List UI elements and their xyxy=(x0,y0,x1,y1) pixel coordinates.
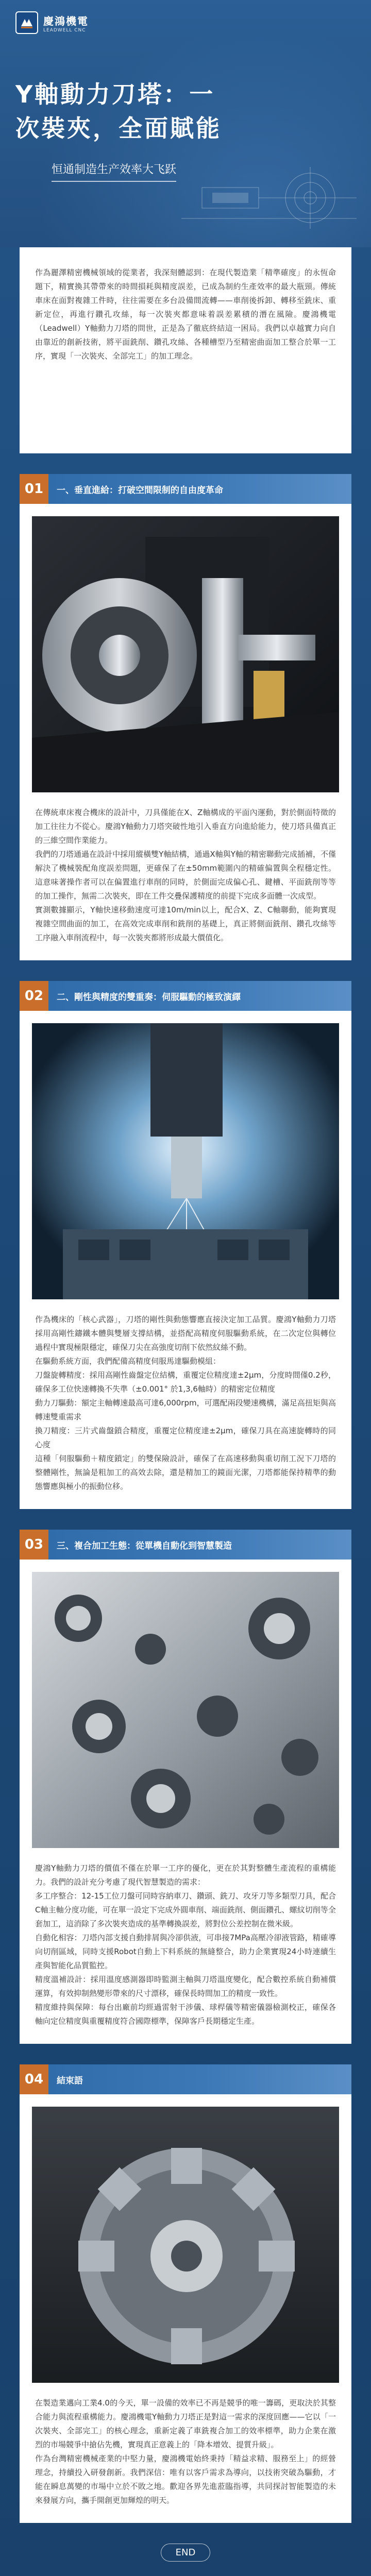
coolant-drilling-image xyxy=(32,1023,339,1299)
hero-machine-illustration xyxy=(181,167,357,229)
section-number: 04 xyxy=(20,2064,48,2094)
brand-name-cn: 慶鴻機電 xyxy=(43,14,89,27)
turret-photo-04 xyxy=(20,2094,351,2383)
turret-photo-03 xyxy=(20,1560,351,1848)
section-card-02 xyxy=(20,1011,351,1509)
leadwell-logo-icon xyxy=(15,11,38,34)
footer xyxy=(0,2523,371,2576)
section-number: 02 xyxy=(20,981,48,1011)
turret-photo-01 xyxy=(20,504,351,792)
tool-turret-image xyxy=(32,2107,339,2383)
hero-banner xyxy=(0,0,371,247)
hero-title-line2: 次裝夾，全面賦能 xyxy=(15,114,222,142)
section-title: 二、剛性與精度的雙重奏：伺服驅動的極致演繹 xyxy=(57,992,241,1003)
section-card-04 xyxy=(20,2094,351,2523)
hero-title-line1: Y軸動力刀塔：一 xyxy=(15,80,215,108)
section-number: 01 xyxy=(20,474,48,504)
section-title: 結束語 xyxy=(57,2075,83,2086)
section-banner-04 xyxy=(20,2064,351,2094)
section-card-01 xyxy=(20,504,351,960)
section-banner-02 xyxy=(20,981,351,1011)
intro-card xyxy=(20,247,351,453)
turret-machining-image xyxy=(32,516,339,792)
section-title: 一、垂直進給：打破空間限制的自由度革命 xyxy=(57,485,223,496)
brand-name-en: LEADWELL CNC xyxy=(43,27,86,33)
end-badge: END xyxy=(161,2544,211,2562)
section-body-03: 慶鴻Y軸動力刀塔的價值不僅在於單一工序的優化，更在於其對整體生產流程的重構能力。我們的設計充分考慮了現代智慧製造的需求： 多工序整合：12-15工位刀盤可同時容納車刀、鑽頭、銑刀、攻牙刀等多類型刀具，配合C軸主軸分度功能，可在單一設定下完成外圓車削、端面銑削、側面鑽孔、螺紋切削等全套加工，這消除了多次裝夾造成的基準轉換誤差，將對位公差控制在微米級。 自動化相容：刀塔內部支援自動排屑與冷卻供液，可串接7MPa高壓冷卻液管路，精確導向切削區域，同時支援Robot自動上下料系統的無縫整合，助力企業實現24小時連續生產與智能化品質監控。 精度溫補設計：採用溫度感測器即時監測主軸與刀塔溫度變化，配合數控系統自動補償運算，有效抑制熱變形帶來的尺寸漂移，確保長時間加工的精度一致性。 精度維持與保障：每台出廠前均經過雷射干涉儀、球桿儀等精密儀器檢測校正，確保各軸向定位精度與重覆精度符合國際標準，保障客戶長期穩定生產。 xyxy=(35,1863,336,2026)
section-banner-01 xyxy=(20,474,351,504)
section-card-03 xyxy=(20,1560,351,2044)
hero-subtitle: 恒通制造生产效率大飞跃 xyxy=(52,161,176,182)
milled-part-image xyxy=(32,1572,339,1848)
hero-title xyxy=(15,77,356,145)
turret-photo-02 xyxy=(20,1011,351,1299)
section-body-01: 在傳統車床複合機床的設計中，刀具僅能在X、Z軸構成的平面內運動，對於側面特徵的加工往往力不從心。慶鴻Y軸動力刀塔突破性地引入垂直方向進給能力，使刀塔具備真正的三維空間作業能力。 我們的刀塔通過在設計中採用縱橫雙Y軸結構，通過X軸與Y軸的精密聯動完成插補，不僅解決了機械裝配角度誤差問題，更確保了在±50mm範圍內的精確偏置與全程穩定性。這意味著操作者可以在偏置進行車削的同時，於側面完成偏心孔、鍵槽、平面銑削等等的加工操作，無需二次裝夾，即在工件交疊保護精度的前提下完成多面體一次成型。 實測數據顯示，Y軸快速移動速度可達10m/min以上，配合X、Z、C軸聯動，能夠實現複雜空間曲面的加工，在高效完成車削和銑削的基礎上，真正將側面銑削、鑽孔攻絲等工序融入車削流程中，每一次裝夾都將形成最大價值化。 xyxy=(35,808,336,942)
section-body-02: 作為機床的「核心武器」，刀塔的剛性與動態響應直接決定加工品質。慶鴻Y軸動力刀塔採用高剛性鑄鐵本體與雙層支撐結構，並搭配高精度伺服驅動系統，在二次定位與轉位過程中實現極限穩定，確保刀尖在高強度切削下依然紋絲不動。 在驅動系統方面，我們配備高精度伺服馬達驅動模組： 刀盤旋轉精度：採用高剛性齒盤定位結構，重覆定位精度達±2μm，分度時間僅0.2秒，確保多工位快速轉換不失準（±0.001° 於1,3,6軸時）的精密定位精度 動力刀驅動：額定主軸轉速最高可達6,000rpm，可選配兩段變速機構，滿足高扭矩與高轉速雙重需求 換刀精度：三片式齒盤鎖合精度，重覆定位精度達±2μm，確保刀具在高速旋轉時的同心度 這種「伺服驅動＋精度鎖定」的雙保險設計，確保了在高速移動與重切削工況下刀塔的整體剛性，無論是粗加工的高效去除，還是精加工的鏡面光潔，刀塔都能保持精準的動態響應與極小的振動位移。 xyxy=(35,1315,336,1491)
brand-logo xyxy=(15,11,356,34)
section-title: 三、複合加工生態：從單機自動化到智慧製造 xyxy=(57,1540,232,1551)
section-number: 03 xyxy=(20,1530,48,1560)
section-banner-03 xyxy=(20,1530,351,1560)
section-body-04: 在製造業邁向工業4.0的今天，單一設備的效率已不再是競爭的唯一籌碼，更取決於其整合能力與流程重構能力。慶鴻機電Y軸動力刀塔正是對這一需求的深度回應——它以「一次裝夾、全部完工」的核心理念，重新定義了車銑複合加工的效率標準，助力企業在激烈的市場競爭中搶佔先機，實現真正意義上的「降本增效、提質升級」。 作為台灣精密機械產業的中堅力量，慶鴻機電始終秉持「精益求精、服務至上」的經營理念，持續投入研發創新。我們深信：唯有以客戶需求為導向，以技術突破為驅動，才能在瞬息萬變的市場中立於不敗之地。歡迎各界先進蒞臨指導，共同探討智能製造的未來發展方向，攜手開創更加輝煌的明天。 xyxy=(35,2398,336,2505)
intro-paragraph: 作為麗澤精密機械領域的從業者，我深刻體認到：在現代製造業「精準確度」的永恆命題下，精實換其帶帶來的時間損耗與精度誤差，已成為制約生產效率的最大瓶頸。傳統車床在面對複雜工件時，往往需要在多台設備間流轉——車削後拆卸、轉移至銑床、重新定位，再進行鑽孔攻絲，每一次裝夾都意味着誤差累積的潛在風險。慶鴻機電（Leadwell）Y軸動力刀塔的問世，正是為了徹底終結這一困局。我們以卓越實力向自由靠近的創新技術，將平面銑削、鑽孔攻絲、各種槽型乃至精密曲面加工整合於單一工序，實現「一次裝夾、全部完工」的加工理念。 xyxy=(35,268,336,361)
